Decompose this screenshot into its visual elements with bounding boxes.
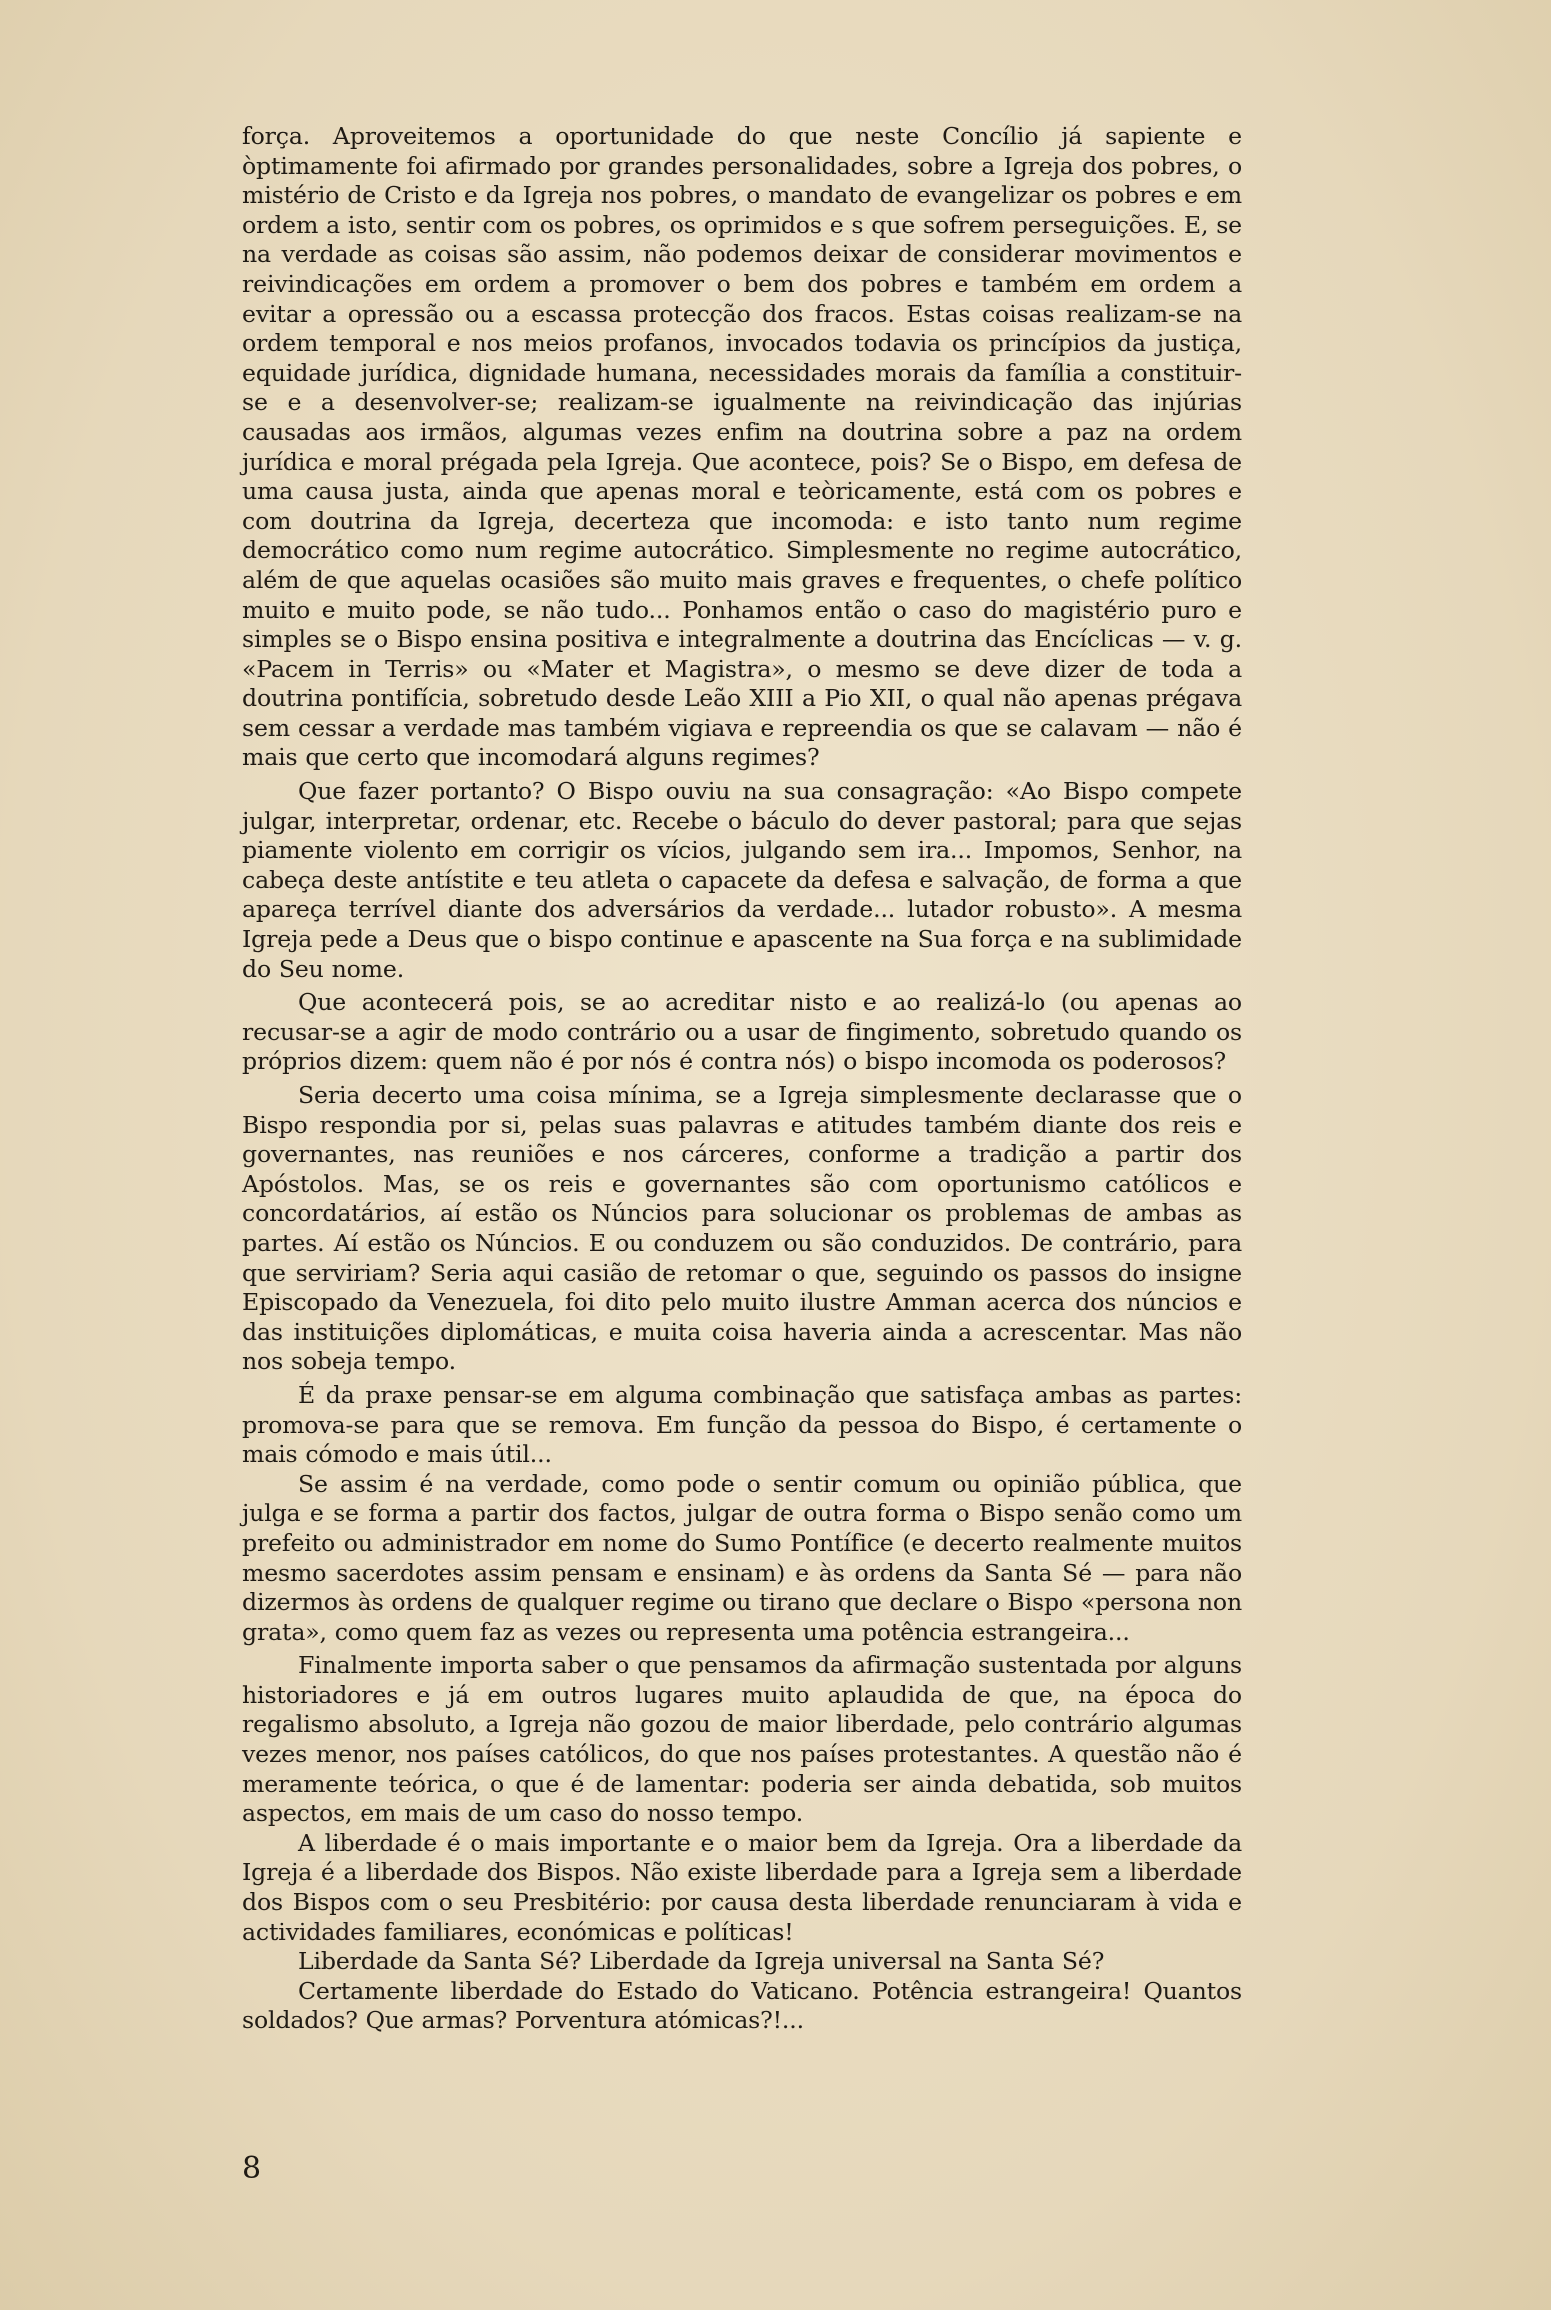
paragraph-3: Que acontecerá pois, se ao acreditar nisto e ao realizá-lo (ou apenas ao recusar-se a agir de modo contrário ou a usar de fingimento, sobretudo quando os próprios dizem: quem não é por nós é contra nós) o bispo incomoda os poderosos? — [242, 988, 1242, 1076]
paragraph-10: Certamente liberdade do Estado do Vaticano. Potência estrangeira! Quantos soldados? Que armas? Porventura atómicas?!... — [242, 1976, 1242, 2035]
page-body — [242, 122, 1242, 2036]
page-number: 8 — [242, 2151, 262, 2186]
paragraph-9: Liberdade da Santa Sé? Liberdade da Igreja universal na Santa Sé? — [298, 1947, 1105, 1976]
paragraph-7: Finalmente importa saber o que pensamos da afirmação sustentada por alguns historiadores e já em outros lugares muito aplaudida de que, na época do regalismo absoluto, a Igreja não gozou de maior liberdade, pelo contrário algumas vezes menor, nos países católicos, do que nos países protestantes. A questão não é meramente teórica, o que é de lamentar: poderia ser ainda debatida, sob muitos aspectos, em mais de um caso do nosso tempo. — [242, 1651, 1242, 1828]
paragraph-1: força. Aproveitemos a oportunidade do que neste Concílio já sapiente e òptimamente foi afirmado por grandes personalidades, sobre a Igreja dos pobres, o mistério de Cristo e da Igreja nos pobres, o mandato de evangelizar os pobres e em ordem a isto, sentir com os pobres, os oprimidos e s que sofrem perseguições. E, se na verdade as coisas são assim, não podemos deixar de considerar movimentos e reivindicações em ordem a promover o bem dos pobres e também em ordem a evitar a opressão ou a escassa protecção dos fracos. Estas coisas realizam-se na ordem temporal e nos meios profanos, invocados todavia os princípios da justiça, equidade jurídica, dignidade humana, necessidades morais da família a constituir-se e a desenvolver-se; realizam-se igualmente na reivindicação das injúrias causadas aos irmãos, algumas vezes enfim na doutrina sobre a paz na ordem jurídica e moral prégada pela Igreja. Que acontece, pois? Se o Bispo, em defesa de uma causa justa, ainda que apenas moral e teòricamente, está com os pobres e com doutrina da Igreja, decerteza que incomoda: e isto tanto num regime democrático como num regime autocrático. Simplesmente no regime autocrático, além de que aquelas ocasiões são muito mais graves e frequentes, o chefe político muito e muito pode, se não tudo... Ponhamos então o caso do magistério puro e simples se o Bispo ensina positiva e integralmente a doutrina das Encíclicas — v. g. «Pacem in Terris» ou «Mater et Magistra», o mesmo se deve dizer de toda a doutrina pontifícia, sobretudo desde Leão XIII a Pio XII, o qual não apenas prégava sem cessar a verdade mas também vigiava e repreendia os que se calavam — não é mais que certo que incomodará alguns regimes? — [242, 122, 1242, 772]
paragraph-5: É da praxe pensar-se em alguma combinação que satisfaça ambas as partes: promova-se para que se remova. Em função da pessoa do Bispo, é certamente o mais cómodo e mais útil... — [242, 1380, 1242, 1469]
paragraph-4: Seria decerto uma coisa mínima, se a Igreja simplesmente declarasse que o Bispo respondia por si, pelas suas palavras e atitudes também diante dos reis e governantes, nas reuniões e nos cárceres, conforme a tradição a partir dos Apóstolos. Mas, se os reis e governantes são com oportunismo católicos e concordatários, aí estão os Núncios para solucionar os problemas de ambas as partes. Aí estão os Núncios. E ou conduzem ou são conduzidos. De contrário, para que serviriam? Seria aqui casião de retomar o que, seguindo os passos do insigne Episcopado da Venezuela, foi dito pelo muito ilustre Amman acerca dos núncios e das instituições diplomáticas, e muita coisa haveria ainda a acrescentar. Mas não nos sobeja tempo. — [242, 1081, 1242, 1376]
paragraph-6: Se assim é na verdade, como pode o sentir comum ou opinião pública, que julga e se forma a partir dos factos, julgar de outra forma o Bispo senão como um prefeito ou administrador em nome do Sumo Pontífice (e decerto realmente muitos mesmo sacerdotes assim pensam e ensinam) e às ordens da Santa Sé — para não dizermos às ordens de qualquer regime ou tirano que declare o Bispo «persona non grata», como quem faz as vezes ou representa uma potência estrangeira... — [242, 1469, 1242, 1646]
paragraph-2: Que fazer portanto? O Bispo ouviu na sua consagração: «Ao Bispo compete julgar, interpretar, ordenar, etc. Recebe o báculo do dever pastoral; para que sejas piamente violento em corrigir os vícios, julgando sem ira... Impomos, Senhor, na cabeça deste antístite e teu atleta o capacete da defesa e salvação, de forma a que apareça terrível diante dos adversários da verdade... lutador robusto». A mesma Igreja pede a Deus que o bispo continue e apascente na Sua força e na sublimidade do Seu nome. — [242, 777, 1242, 983]
paragraph-8: A liberdade é o mais importante e o maior bem da Igreja. Ora a liberdade da Igreja é a liberdade dos Bispos. Não existe liberdade para a Igreja sem a liberdade dos Bispos com o seu Presbitério: por causa desta liberdade renunciaram à vida e actividades familiares, económicas e políticas! — [242, 1828, 1242, 1946]
